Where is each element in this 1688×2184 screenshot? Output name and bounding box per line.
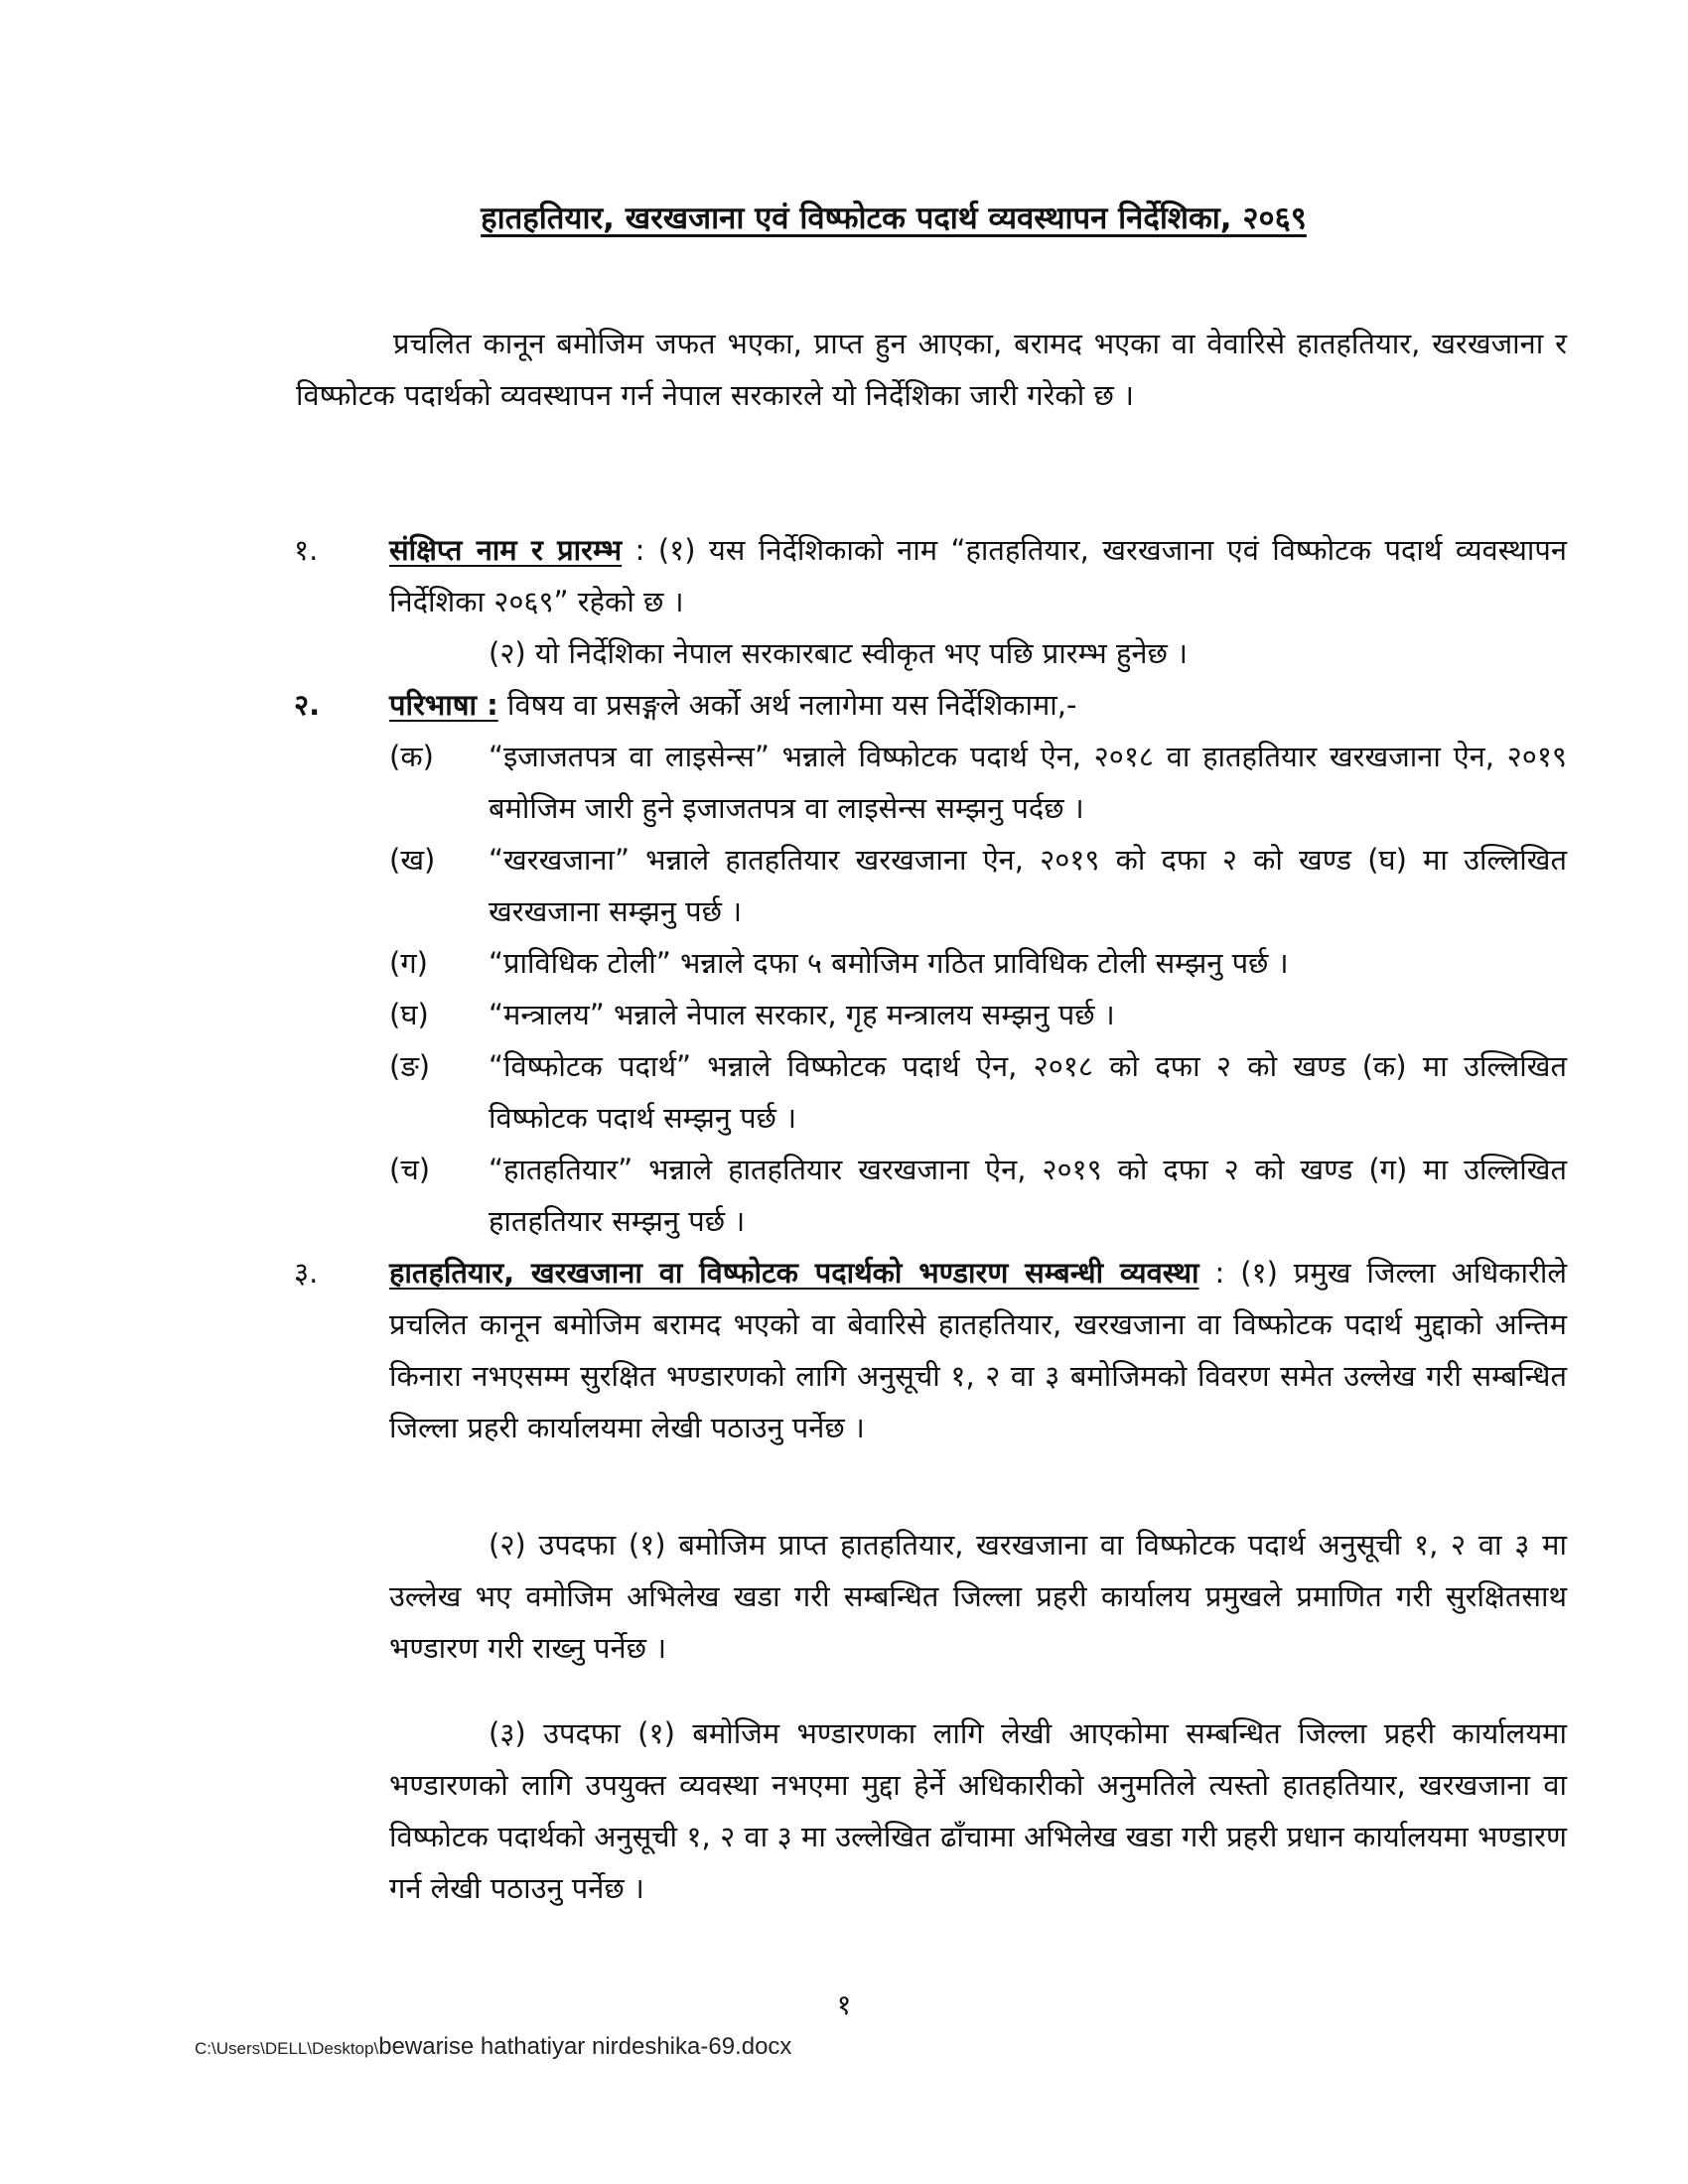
section-1-text: : (१) यस निर्देशिकाको नाम “हातहतियार, खरखजाना एवं विष्फोटक पदार्थ व्यवस्थापन निर्देशिका २०६९” रहेको छ ।: [389, 533, 1567, 618]
definition-text: “इजाजतपत्र वा लाइसेन्स” भन्नाले विष्फोटक पदार्थ ऐन, २०१८ वा हातहतियार खरखजाना ऐन, २०१९ बमोजिम जारी हुने इजाजतपत्र वा लाइसेन्स सम्झनु पर्दछ ।: [489, 740, 1567, 825]
section-3-number: ३.: [294, 1256, 319, 1290]
preamble-paragraph: प्रचलित कानून बमोजिम जफत भएका, प्राप्त हुन आएका, बरामद भएका वा वेवारिसे हातहतियार, खरखजाना र विष्फोटक पदार्थको व्यवस्थापन गर्न नेपाल सरकारले यो निर्देशिका जारी गरेको छ ।: [296, 327, 1567, 412]
section-1-heading: संक्षिप्त नाम र प्रारम्भ: [389, 533, 623, 567]
section-1-number: १.: [294, 533, 319, 567]
section-3-heading: हातहतियार, खरखजाना वा विष्फोटक पदार्थको भण्डारण सम्बन्धी व्यवस्था: [389, 1256, 1199, 1290]
definition-text: “विष्फोटक पदार्थ” भन्नाले विष्फोटक पदार्थ ऐन, २०१८ को दफा २ को खण्ड (क) मा उल्लिखित विष्फोटक पदार्थ सम्झनु पर्छ ।: [489, 1049, 1567, 1135]
page-number: १: [836, 1988, 852, 2021]
definition-mark: (ङ): [389, 1049, 431, 1083]
section-3-text: : (१) प्रमुख जिल्ला अधिकारीले प्रचलित कानून बमोजिम बरामद भएको वा बेवारिसे हातहतियार, खरखजाना वा विष्फोटक पदार्थ मुद्दाको अन्तिम किनारा नभएसम्म सुरक्षित भण्डारणको लागि अनुसूची १, २ वा ३ बमोजिमको विवरण समेत उल्लेख गरी सम्बन्धित जिल्ला प्रहरी कार्यालयमा लेखी पठाउनु पर्नेछ ।: [389, 1256, 1567, 1444]
section-2-number: २.: [294, 688, 321, 722]
definition-mark: (च): [389, 1153, 431, 1186]
section-2-text: विषय वा प्रसङ्गले अर्को अर्थ नलागेमा यस निर्देशिकामा,-: [497, 688, 1077, 722]
footer-file-path: [195, 2033, 791, 2061]
section-1-subsection-2: (२) यो निर्देशिका नेपाल सरकारबाट स्वीकृत भए पछि प्रारम्भ हुनेछ ।: [489, 636, 1189, 670]
section-3-subsection-2: (२) उपदफा (१) बमोजिम प्राप्त हातहतियार, खरखजाना वा विष्फोटक पदार्थ अनुसूची १, २ वा ३ मा उल्लेख भए वमोजिम अभिलेख खडा गरी सम्बन्धित जिल्ला प्रहरी कार्यालय प्रमुखले प्रमाणित गरी सुरक्षितसाथ भण्डारण गरी राख्नु पर्नेछ ।: [389, 1528, 1567, 1665]
definition-mark: (क): [389, 740, 434, 773]
definition-text: “मन्त्रालय” भन्नाले नेपाल सरकार, गृह मन्त्रालय सम्झनु पर्छ ।: [489, 998, 1115, 1031]
section-1-body: [389, 524, 1567, 627]
section-3-body: [389, 1247, 1567, 1453]
definition-mark: (ग): [389, 946, 428, 980]
definition-mark: (घ): [389, 998, 429, 1031]
section-2-body: [389, 679, 1567, 731]
definition-text: “खरखजाना” भन्नाले हातहतियार खरखजाना ऐन, २०१९ को दफा २ को खण्ड (घ) मा उल्लिखित खरखजाना सम्झनु पर्छ ।: [489, 843, 1567, 928]
section-3-subsection-3: (३) उपदफा (१) बमोजिम भण्डारणका लागि लेखी आएकोमा सम्बन्धित जिल्ला प्रहरी कार्यालयमा भण्डारणको लागि उपयुक्त व्यवस्था नभएमा मुद्दा हेर्ने अधिकारीको अनुमतिले त्यस्तो हातहतियार, खरखजाना वा विष्फोटक पदार्थको अनुसूची १, २ वा ३ मा उल्लेखित ढाँचामा अभिलेख खडा गरी प्रहरी प्रधान कार्यालयमा भण्डारण गर्न लेखी पठाउनु पर्नेछ ।: [389, 1716, 1567, 1905]
definition-text: “हातहतियार” भन्नाले हातहतियार खरखजाना ऐन, २०१९ को दफा २ को खण्ड (ग) मा उल्लिखित हातहतियार सम्झनु पर्छ ।: [489, 1153, 1567, 1238]
footer-directory: C:\Users\DELL\Desktop\: [195, 2039, 379, 2058]
definition-text: “प्राविधिक टोली” भन्नाले दफा ५ बमोजिम गठित प्राविधिक टोली सम्झनु पर्छ ।: [489, 946, 1289, 980]
document-title: हातहतियार, खरखजाना एवं विष्फोटक पदार्थ व्यवस्थापन निर्देशिका, २०६९: [481, 201, 1307, 236]
section-2-heading: परिभाषा :: [389, 688, 498, 722]
definition-mark: (ख): [389, 843, 436, 877]
footer-filename: bewarise hathatiyar nirdeshika-69.docx: [378, 2033, 792, 2060]
